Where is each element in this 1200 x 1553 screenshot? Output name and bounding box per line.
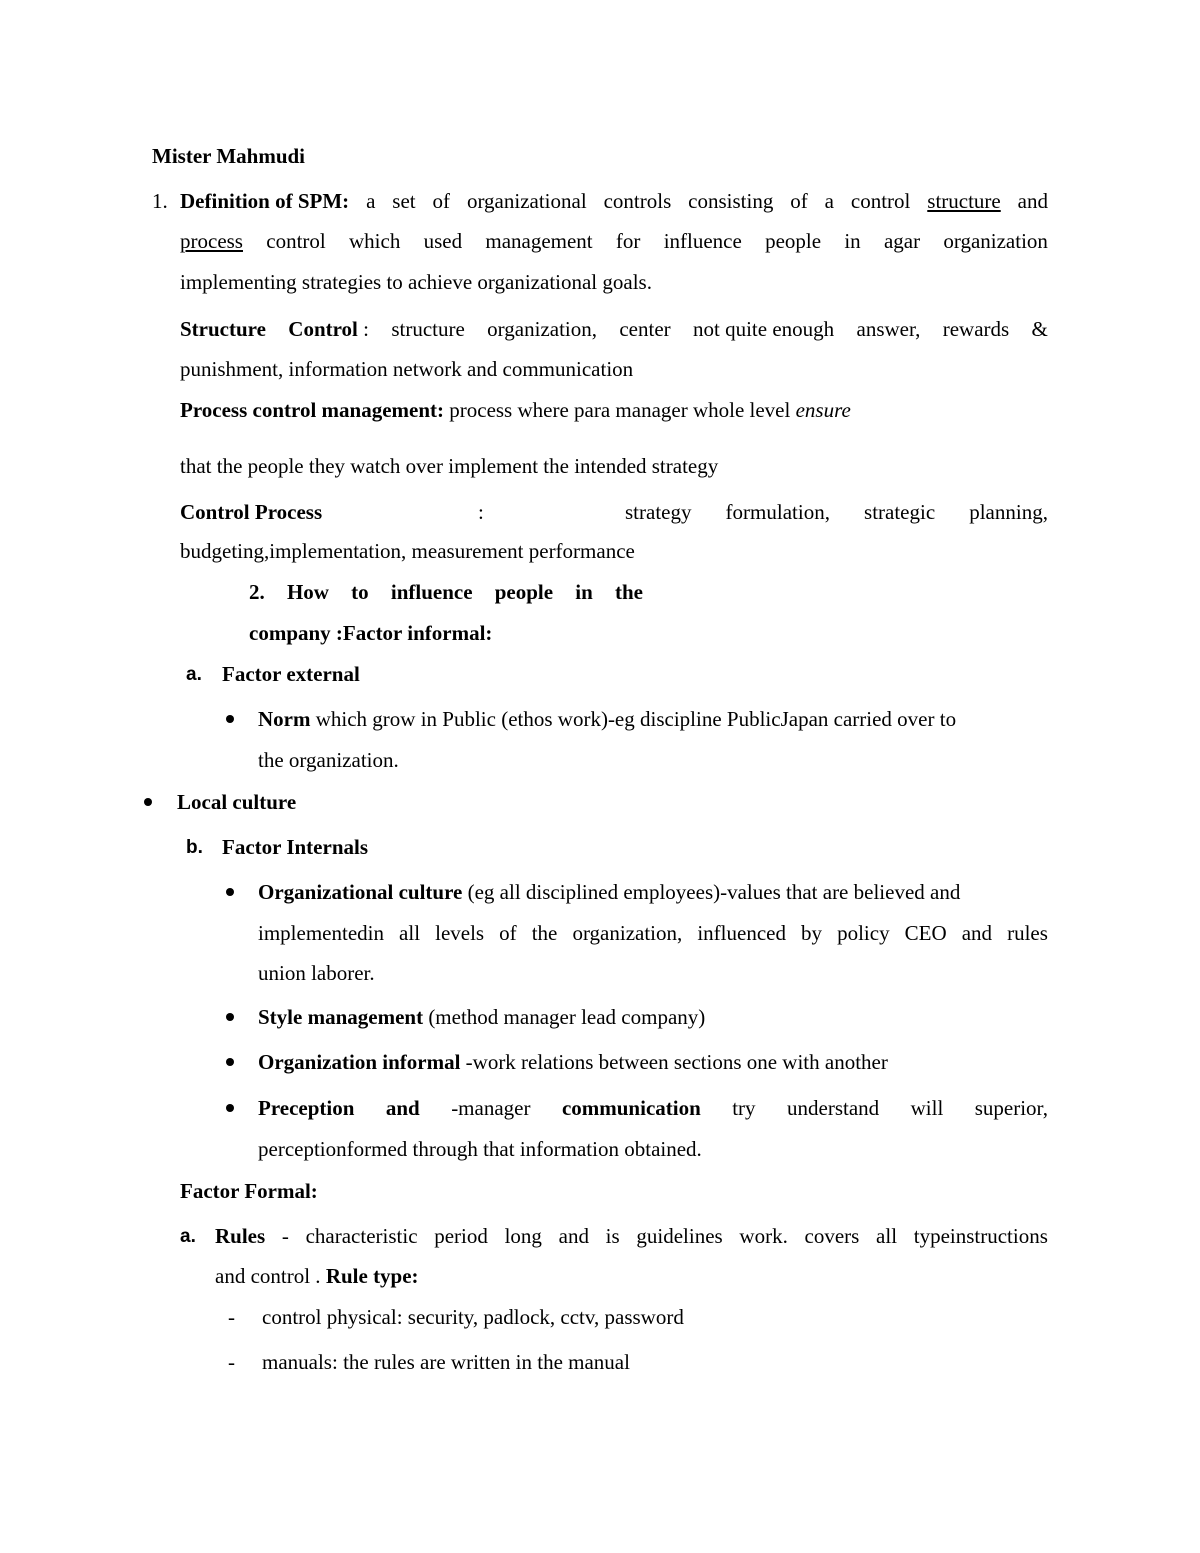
word: and	[961, 921, 993, 945]
structure-control-heading: Structure	[180, 317, 266, 341]
process-control-line-1: Process control management: process where para manager whole level ensure	[180, 398, 851, 422]
preception-line-1	[258, 1095, 1048, 1121]
word: work.	[739, 1224, 788, 1248]
word: set	[392, 189, 416, 213]
word: 2.	[249, 580, 265, 604]
structure-word: structure	[927, 189, 1001, 213]
factor-internals-letter: b.	[186, 837, 203, 858]
rules-letter: a.	[180, 1226, 196, 1247]
word: characteristic	[305, 1224, 418, 1248]
word: organization	[943, 229, 1048, 253]
dash-marker: -	[228, 1350, 235, 1374]
rules-heading: Rules	[215, 1224, 266, 1248]
word: period	[434, 1224, 488, 1248]
control-process-line-2: budgeting,implementation, measurement performance	[180, 539, 635, 563]
rule-type-item: control physical: security, padlock, cctv, password	[262, 1305, 684, 1329]
word: is	[605, 1224, 620, 1248]
word: and	[1017, 189, 1048, 213]
rules-line-1	[215, 1223, 1048, 1249]
word: in	[575, 580, 593, 604]
word: people	[765, 229, 822, 253]
word: &	[1031, 317, 1048, 341]
bullet-icon	[226, 715, 234, 723]
structure-control-line-1	[180, 316, 1048, 342]
org-culture-line-2	[258, 920, 1048, 946]
section-2-line-1	[249, 579, 643, 605]
definition-line-3: implementing strategies to achieve organizational goals.	[180, 270, 652, 294]
word: the	[615, 580, 643, 604]
word: in	[844, 229, 861, 253]
process-control-line-2: that the people they watch over implement the intended strategy	[180, 454, 719, 478]
control-process-heading: Control Process	[180, 500, 323, 524]
word: covers	[804, 1224, 860, 1248]
word: people	[494, 580, 554, 604]
word: a	[366, 189, 376, 213]
word: strategy	[625, 500, 692, 524]
rules-line-2: and control . Rule type:	[215, 1264, 419, 1288]
factor-formal-heading: Factor Formal:	[180, 1179, 318, 1203]
section-1-number: 1.	[152, 189, 168, 213]
word: by	[801, 921, 823, 945]
word: of	[432, 189, 451, 213]
word: and	[558, 1224, 589, 1248]
word: How	[286, 580, 329, 604]
bullet-icon	[226, 888, 234, 896]
structure-control-heading-2-text: Control	[288, 317, 358, 341]
word: rewards	[942, 317, 1010, 341]
rule-type-item: manuals: the rules are written in the manual	[262, 1350, 630, 1374]
word: control	[266, 229, 326, 253]
word: will	[910, 1096, 944, 1120]
word: answer,	[856, 317, 921, 341]
word: communication	[561, 1096, 701, 1120]
word: Preception	[258, 1096, 355, 1120]
control-process-colon: :	[478, 500, 484, 524]
bullet-icon	[226, 1013, 234, 1021]
org-culture-line-1: Organizational culture (eg all disciplined employees)-values that are believed and	[258, 880, 961, 904]
word: control	[850, 189, 911, 213]
word: the	[531, 921, 558, 945]
section-2-line-2: company :Factor informal:	[249, 621, 493, 645]
local-culture: Local culture	[177, 790, 297, 814]
word: for	[615, 229, 641, 253]
definition-line-1	[180, 188, 1048, 214]
organization-informal: Organization informal -work relations between sections one with another	[258, 1050, 888, 1074]
word: influence	[663, 229, 742, 253]
word: agar	[883, 229, 921, 253]
norm-line-1: Norm which grow in Public (ethos work)-eg discipline PublicJapan carried over to	[258, 707, 957, 731]
control-process-line-1	[625, 499, 1048, 525]
word: controls	[603, 189, 672, 213]
word: long	[504, 1224, 542, 1248]
word: of	[790, 189, 808, 213]
factor-internals-heading: Factor Internals	[222, 835, 369, 859]
word: organization,	[572, 921, 683, 945]
norm-line-2: the organization.	[258, 748, 399, 772]
author-name: Mister Mahmudi	[152, 144, 306, 168]
word: all	[876, 1224, 898, 1248]
word: rules	[1007, 921, 1048, 945]
word: to	[351, 580, 369, 604]
preception-line-2: perceptionformed through that information obtained.	[258, 1137, 702, 1161]
word: of	[499, 921, 517, 945]
word: used	[423, 229, 463, 253]
word: formulation,	[725, 500, 830, 524]
word: CEO	[904, 921, 947, 945]
structure-control-line-2: punishment, information network and communication	[180, 357, 634, 381]
word: try	[732, 1096, 756, 1120]
org-culture-line-3: union laborer.	[258, 961, 375, 985]
word: strategic	[864, 500, 936, 524]
bullet-icon	[144, 798, 152, 806]
word: understand	[787, 1096, 880, 1120]
word: all	[399, 921, 421, 945]
word: superior,	[974, 1096, 1048, 1120]
word: not quite enough	[693, 317, 835, 341]
word: planning,	[969, 500, 1048, 524]
word: organization,	[487, 317, 598, 341]
bullet-icon	[226, 1104, 234, 1112]
word: guidelines	[636, 1224, 723, 1248]
word: a	[824, 189, 834, 213]
word: policy	[837, 921, 890, 945]
word: structure	[391, 317, 465, 341]
style-management: Style management (method manager lead company)	[258, 1005, 706, 1029]
word: implementedin	[258, 921, 384, 945]
definition-heading: Definition of SPM:	[180, 189, 350, 213]
word: -manager	[451, 1096, 531, 1120]
word: which	[349, 229, 401, 253]
word: consisting	[688, 189, 774, 213]
word: -	[281, 1224, 289, 1248]
word: influence	[390, 580, 473, 604]
factor-external-heading: Factor external	[222, 662, 360, 686]
word: organizational	[466, 189, 587, 213]
structure-control-heading-2: Control :	[288, 317, 369, 341]
word: management	[485, 229, 593, 253]
word: and	[385, 1096, 420, 1120]
word: levels	[435, 921, 485, 945]
word: influenced	[697, 921, 786, 945]
word: typeinstructions	[913, 1224, 1048, 1248]
dash-marker: -	[228, 1305, 235, 1329]
word: center	[619, 317, 671, 341]
process-word: process	[180, 229, 243, 253]
definition-line-2	[180, 228, 1048, 254]
bullet-icon	[226, 1058, 234, 1066]
factor-external-letter: a.	[186, 664, 202, 685]
